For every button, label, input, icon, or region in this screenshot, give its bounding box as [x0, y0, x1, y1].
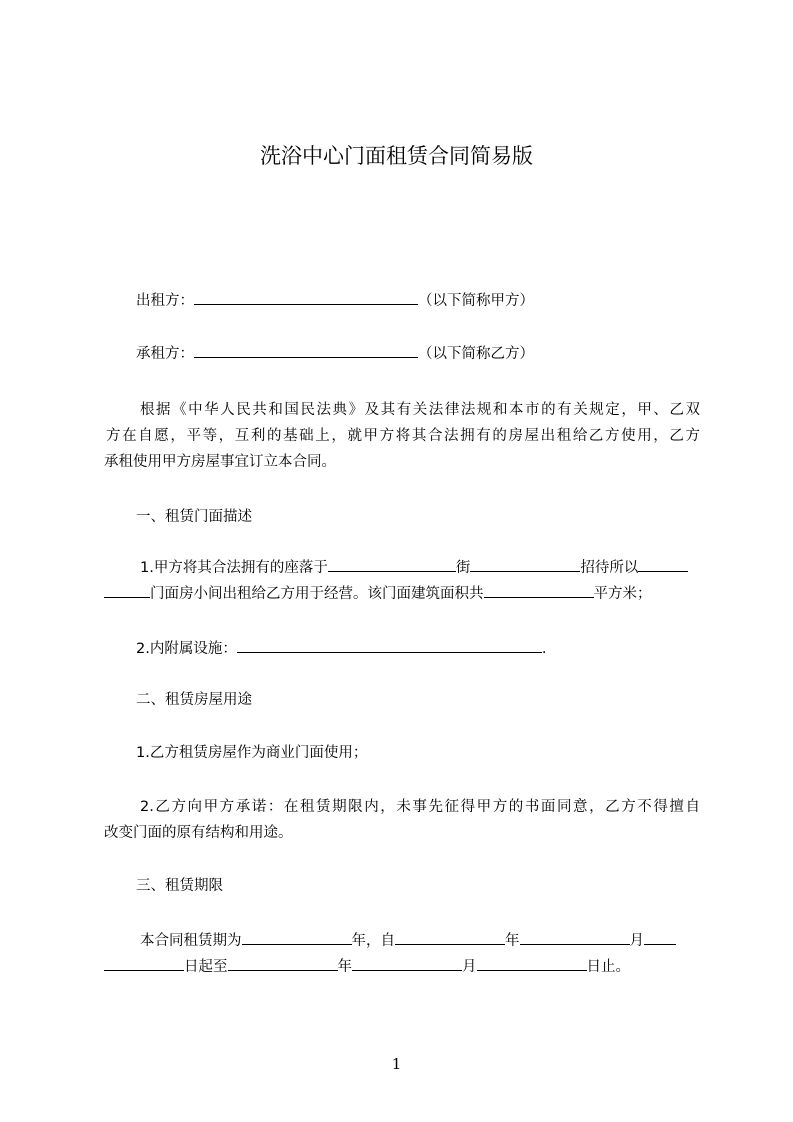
lessee-label: 承租方：: [136, 346, 194, 362]
term-text-d: 月: [629, 933, 644, 949]
term-text-b: 年，自: [351, 933, 395, 949]
hostel-blank-a: [638, 557, 688, 572]
term-text-c: 年: [505, 933, 520, 949]
end-month-blank: [352, 956, 462, 971]
start-day-blank-b: [104, 956, 184, 971]
section2-item2-line1: 2.乙方向甲方承诺：在租赁期限内，未事先征得甲方的书面同意，乙方不得擅自: [140, 799, 700, 815]
lessee-note: （以下简称乙方）: [418, 346, 534, 362]
section2-heading: 二、租赁房屋用途: [136, 692, 252, 708]
section1-item2-text-a: 2.内附属设施：: [136, 641, 237, 657]
section1-item1-text-c: 招待所以: [580, 560, 639, 576]
term-text-f: 年: [337, 959, 352, 975]
section1-item1-text-e: 平方米；: [593, 586, 652, 602]
section3-heading: 三、租赁期限: [136, 878, 223, 894]
section1-item2-text-b: .: [541, 641, 547, 657]
end-day-blank: [477, 956, 587, 971]
facilities-blank: [237, 638, 542, 653]
term-text-a: 本合同租赁期为: [140, 933, 242, 949]
street-blank: [470, 557, 580, 572]
page-title: 洗浴中心门面租赁合同简易版: [260, 144, 533, 168]
start-day-blank-a: [644, 930, 676, 945]
preamble-line-3: 承租使用甲方房屋事宜订立本合同。: [104, 454, 336, 470]
preamble-line-2: 方在自愿，平等，互利的基础上，就甲方将其合法拥有的房屋出租给乙方使用，乙方: [106, 428, 700, 444]
section3-line2: [104, 956, 704, 977]
section1-item1-text-b: 街: [455, 560, 471, 576]
section1-item1-text-d: 门面房小间出租给乙方用于经营。该门面建筑面积共: [150, 586, 484, 602]
lessor-line: [136, 290, 736, 311]
section1-heading: 一、租赁门面描述: [136, 509, 252, 525]
start-month-blank: [520, 930, 630, 945]
hostel-blank-b: [104, 583, 150, 598]
start-year-blank: [395, 930, 505, 945]
term-text-g: 月: [462, 959, 477, 975]
section1-item1-line2: [104, 583, 704, 604]
preamble-line-1: 根据《中华人民共和国民法典》及其有关法律法规和本市的有关规定，甲、乙双: [140, 402, 700, 418]
section2-item2-line2: 改变门面的原有结构和用途。: [104, 825, 293, 841]
term-text-h: 日止。: [586, 959, 630, 975]
location-blank: [328, 557, 456, 572]
section1-item1-text-a: 1.甲方将其合法拥有的座落于: [140, 560, 328, 576]
section1-item1-line1: [140, 557, 740, 578]
lessor-blank: [194, 290, 418, 305]
section3-line1: [140, 930, 740, 951]
lessor-label: 出租方：: [136, 293, 194, 309]
lessor-note: （以下简称甲方）: [418, 293, 534, 309]
term-years-blank: [242, 930, 352, 945]
term-text-e: 日起至: [184, 959, 228, 975]
section1-item2: [136, 638, 736, 659]
end-year-blank: [228, 956, 338, 971]
section2-item1: 1.乙方租赁房屋作为商业门面使用；: [136, 745, 368, 761]
page-number: 1: [391, 1055, 402, 1073]
lessee-line: [136, 343, 736, 364]
area-blank: [484, 583, 594, 598]
lessee-blank: [194, 343, 418, 358]
